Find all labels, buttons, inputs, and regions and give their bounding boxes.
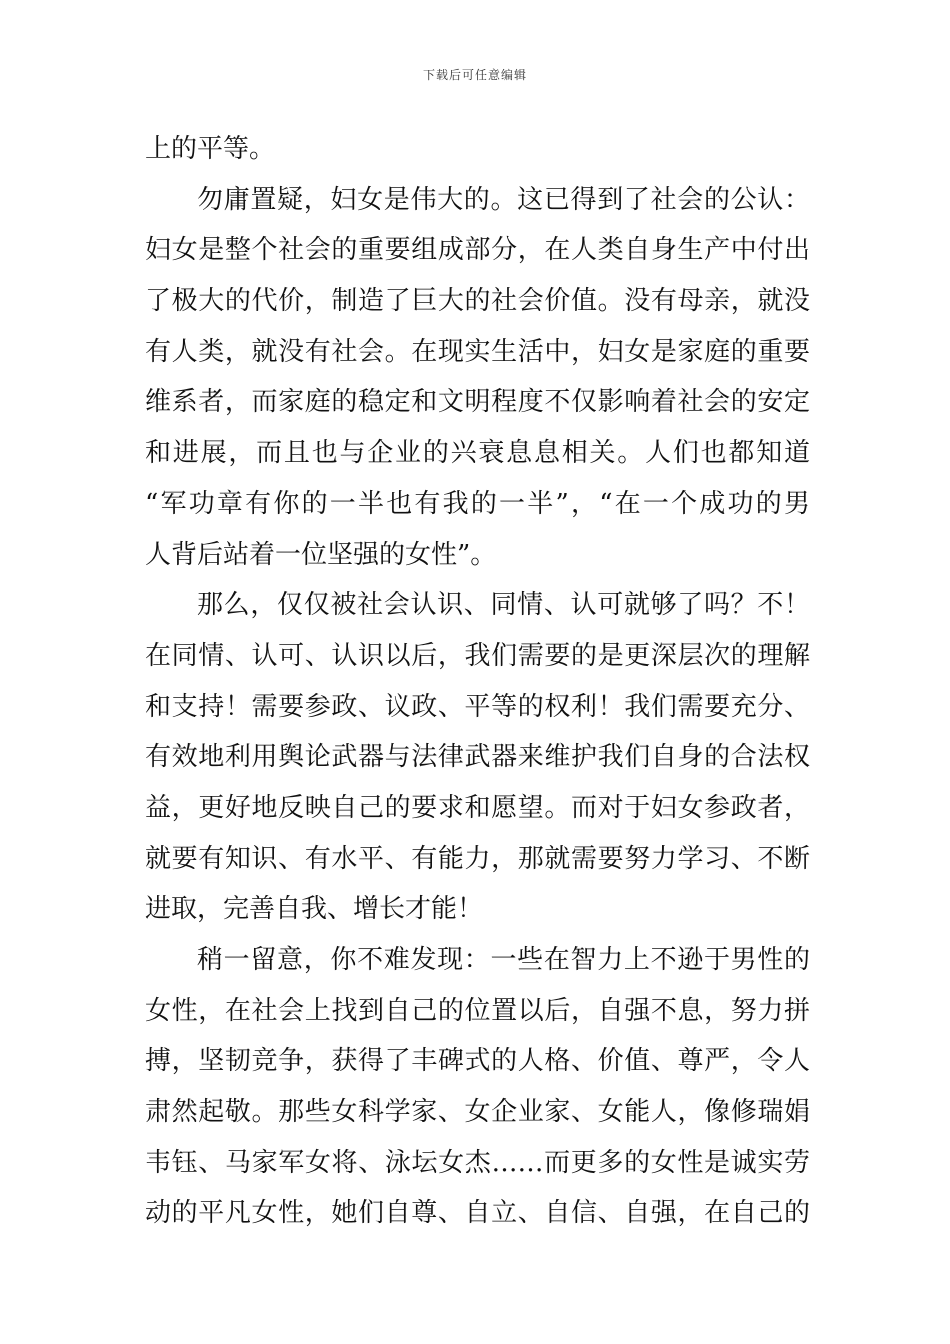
text-line: 有效地利用舆论武器与法律武器来维护我们自身的合法权 — [145, 742, 810, 773]
text-line: 韦钰、马家军女将、泳坛女杰……而更多的女性是诚实劳 — [145, 1147, 810, 1178]
text-line: 动的平凡女性，她们自尊、自立、自信、自强，在自己的 — [145, 1198, 810, 1229]
paragraph-first-line: 勿庸置疑，妇女是伟大的。这已得到了社会的公认： — [197, 184, 810, 215]
paragraph-first-line: 那么，仅仅被社会认识、同情、认可就够了吗？不！ — [197, 590, 810, 621]
text-line: 肃然起敬。那些女科学家、女企业家、女能人，像修瑞娟 — [145, 1097, 810, 1128]
text-line: “军功章有你的一半也有我的一半”，“在一个成功的男 — [145, 488, 810, 519]
text-line: 上的平等。 — [145, 134, 276, 164]
text-line: 女性，在社会上找到自己的位置以后，自强不息，努力拼 — [145, 995, 810, 1026]
text-line: 益，更好地反映自己的要求和愿望。而对于妇女参政者， — [145, 792, 810, 823]
text-line: 和进展，而且也与企业的兴衰息息相关。人们也都知道 — [145, 438, 810, 469]
document-body — [145, 131, 810, 1246]
text-line: 搏，坚韧竞争，获得了丰碑式的人格、价值、尊严，令人 — [145, 1046, 810, 1077]
paragraph-first-line: 稍一留意，你不难发现：一些在智力上不逊于男性的 — [197, 945, 810, 975]
text-line: 有人类，就没有社会。在现实生活中，妇女是家庭的重要 — [145, 336, 810, 367]
text-line: 维系者，而家庭的稳定和文明程度不仅影响着社会的安定 — [145, 387, 810, 418]
page-header: 下载后可任意编辑 — [422, 68, 527, 82]
text-line: 进取，完善自我、增长才能！ — [145, 894, 484, 925]
text-line: 在同情、认可、认识以后，我们需要的是更深层次的理解 — [145, 640, 810, 671]
text-line: 和支持！需要参政、议政、平等的权利！我们需要充分、 — [145, 691, 810, 722]
text-line: 人背后站着一位坚强的女性”。 — [145, 539, 497, 570]
text-line: 了极大的代价，制造了巨大的社会价值。没有母亲，就没 — [145, 286, 810, 317]
text-line: 妇女是整个社会的重要组成部分，在人类自身生产中付出 — [145, 235, 810, 266]
text-line: 就要有知识、有水平、有能力，那就需要努力学习、不断 — [145, 843, 810, 874]
